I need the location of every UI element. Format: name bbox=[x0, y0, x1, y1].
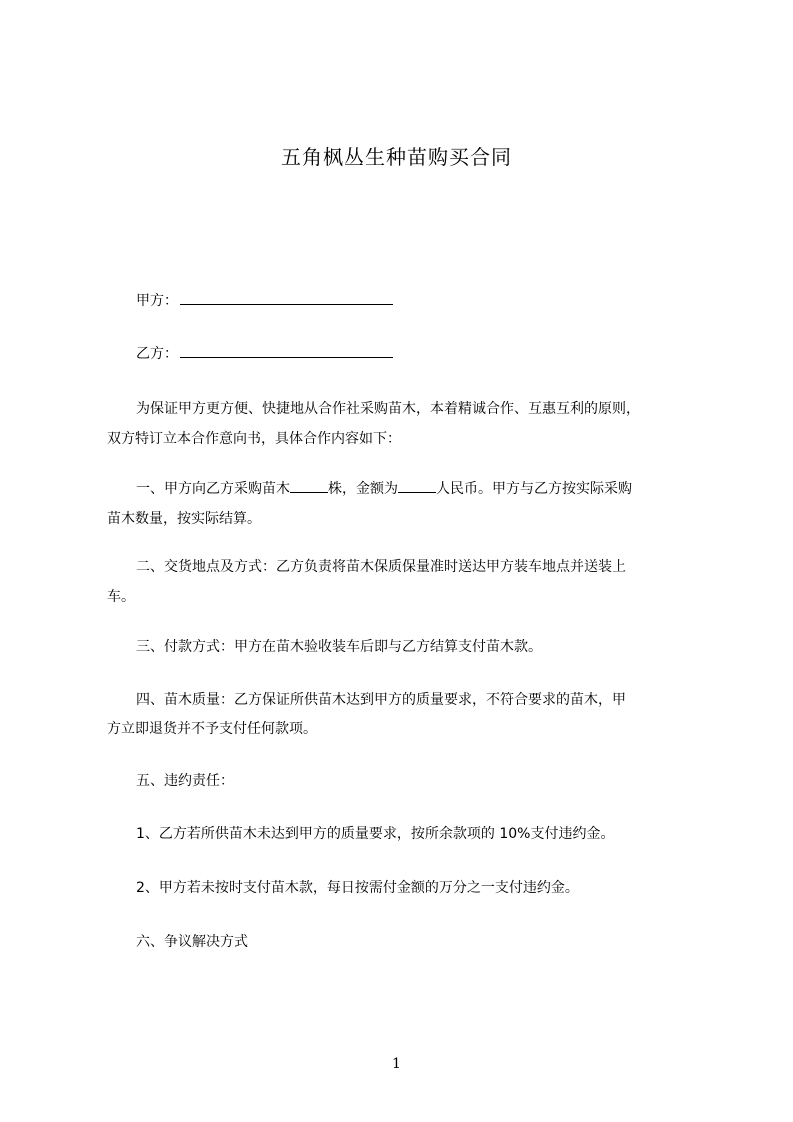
clause-1-text-b: 株，金额为 bbox=[328, 481, 398, 497]
quantity-blank bbox=[290, 478, 328, 493]
clause-2-line-2: 车。 bbox=[107, 589, 135, 605]
clause-2-line-1: 二、交货地点及方式：乙方负责将苗木保质保量准时送达甲方装车地点并送装上 bbox=[136, 559, 626, 575]
document-title: 五角枫丛生种苗购买合同 bbox=[281, 145, 512, 169]
party-b-blank bbox=[180, 343, 393, 358]
clause-4-line-2: 方立即退货并不予支付任何款项。 bbox=[107, 721, 317, 737]
clause-1-text-c: 人民币。甲方与乙方按实际采购 bbox=[436, 481, 632, 497]
party-b-line bbox=[136, 339, 736, 369]
clause-4-line-1: 四、苗木质量：乙方保证所供苗木达到甲方的质量要求，不符合要求的苗木，甲 bbox=[136, 692, 626, 708]
amount-blank bbox=[398, 478, 436, 493]
clause-5-heading: 五、违约责任： bbox=[136, 773, 234, 789]
party-b-label: 乙方： bbox=[136, 346, 178, 362]
party-a-line bbox=[136, 286, 736, 316]
clause-1-line-1 bbox=[136, 474, 736, 504]
clause-1-line-2: 苗木数量，按实际结算。 bbox=[107, 511, 261, 527]
clause-6-heading: 六、争议解决方式 bbox=[136, 934, 248, 950]
intro-line-1: 为保证甲方更方便、快捷地从合作社采购苗木，本着精诚合作、互惠互利的原则， bbox=[136, 401, 640, 417]
clause-1-text-a: 一、甲方向乙方采购苗木 bbox=[136, 481, 290, 497]
clause-5-item-2: 2、甲方若未按时支付苗木款，每日按需付金额的万分之一支付违约金。 bbox=[136, 880, 579, 896]
party-a-blank bbox=[180, 290, 393, 305]
page-number: 1 bbox=[392, 1056, 401, 1072]
party-a-label: 甲方： bbox=[136, 293, 178, 309]
intro-line-2: 双方特订立本合作意向书，具体合作内容如下： bbox=[107, 431, 401, 447]
clause-5-item-1: 1、乙方若所供苗木未达到甲方的质量要求，按所余款项的 10%支付违约金。 bbox=[136, 826, 615, 842]
clause-3-line-1: 三、付款方式：甲方在苗木验收装车后即与乙方结算支付苗木款。 bbox=[136, 639, 542, 655]
